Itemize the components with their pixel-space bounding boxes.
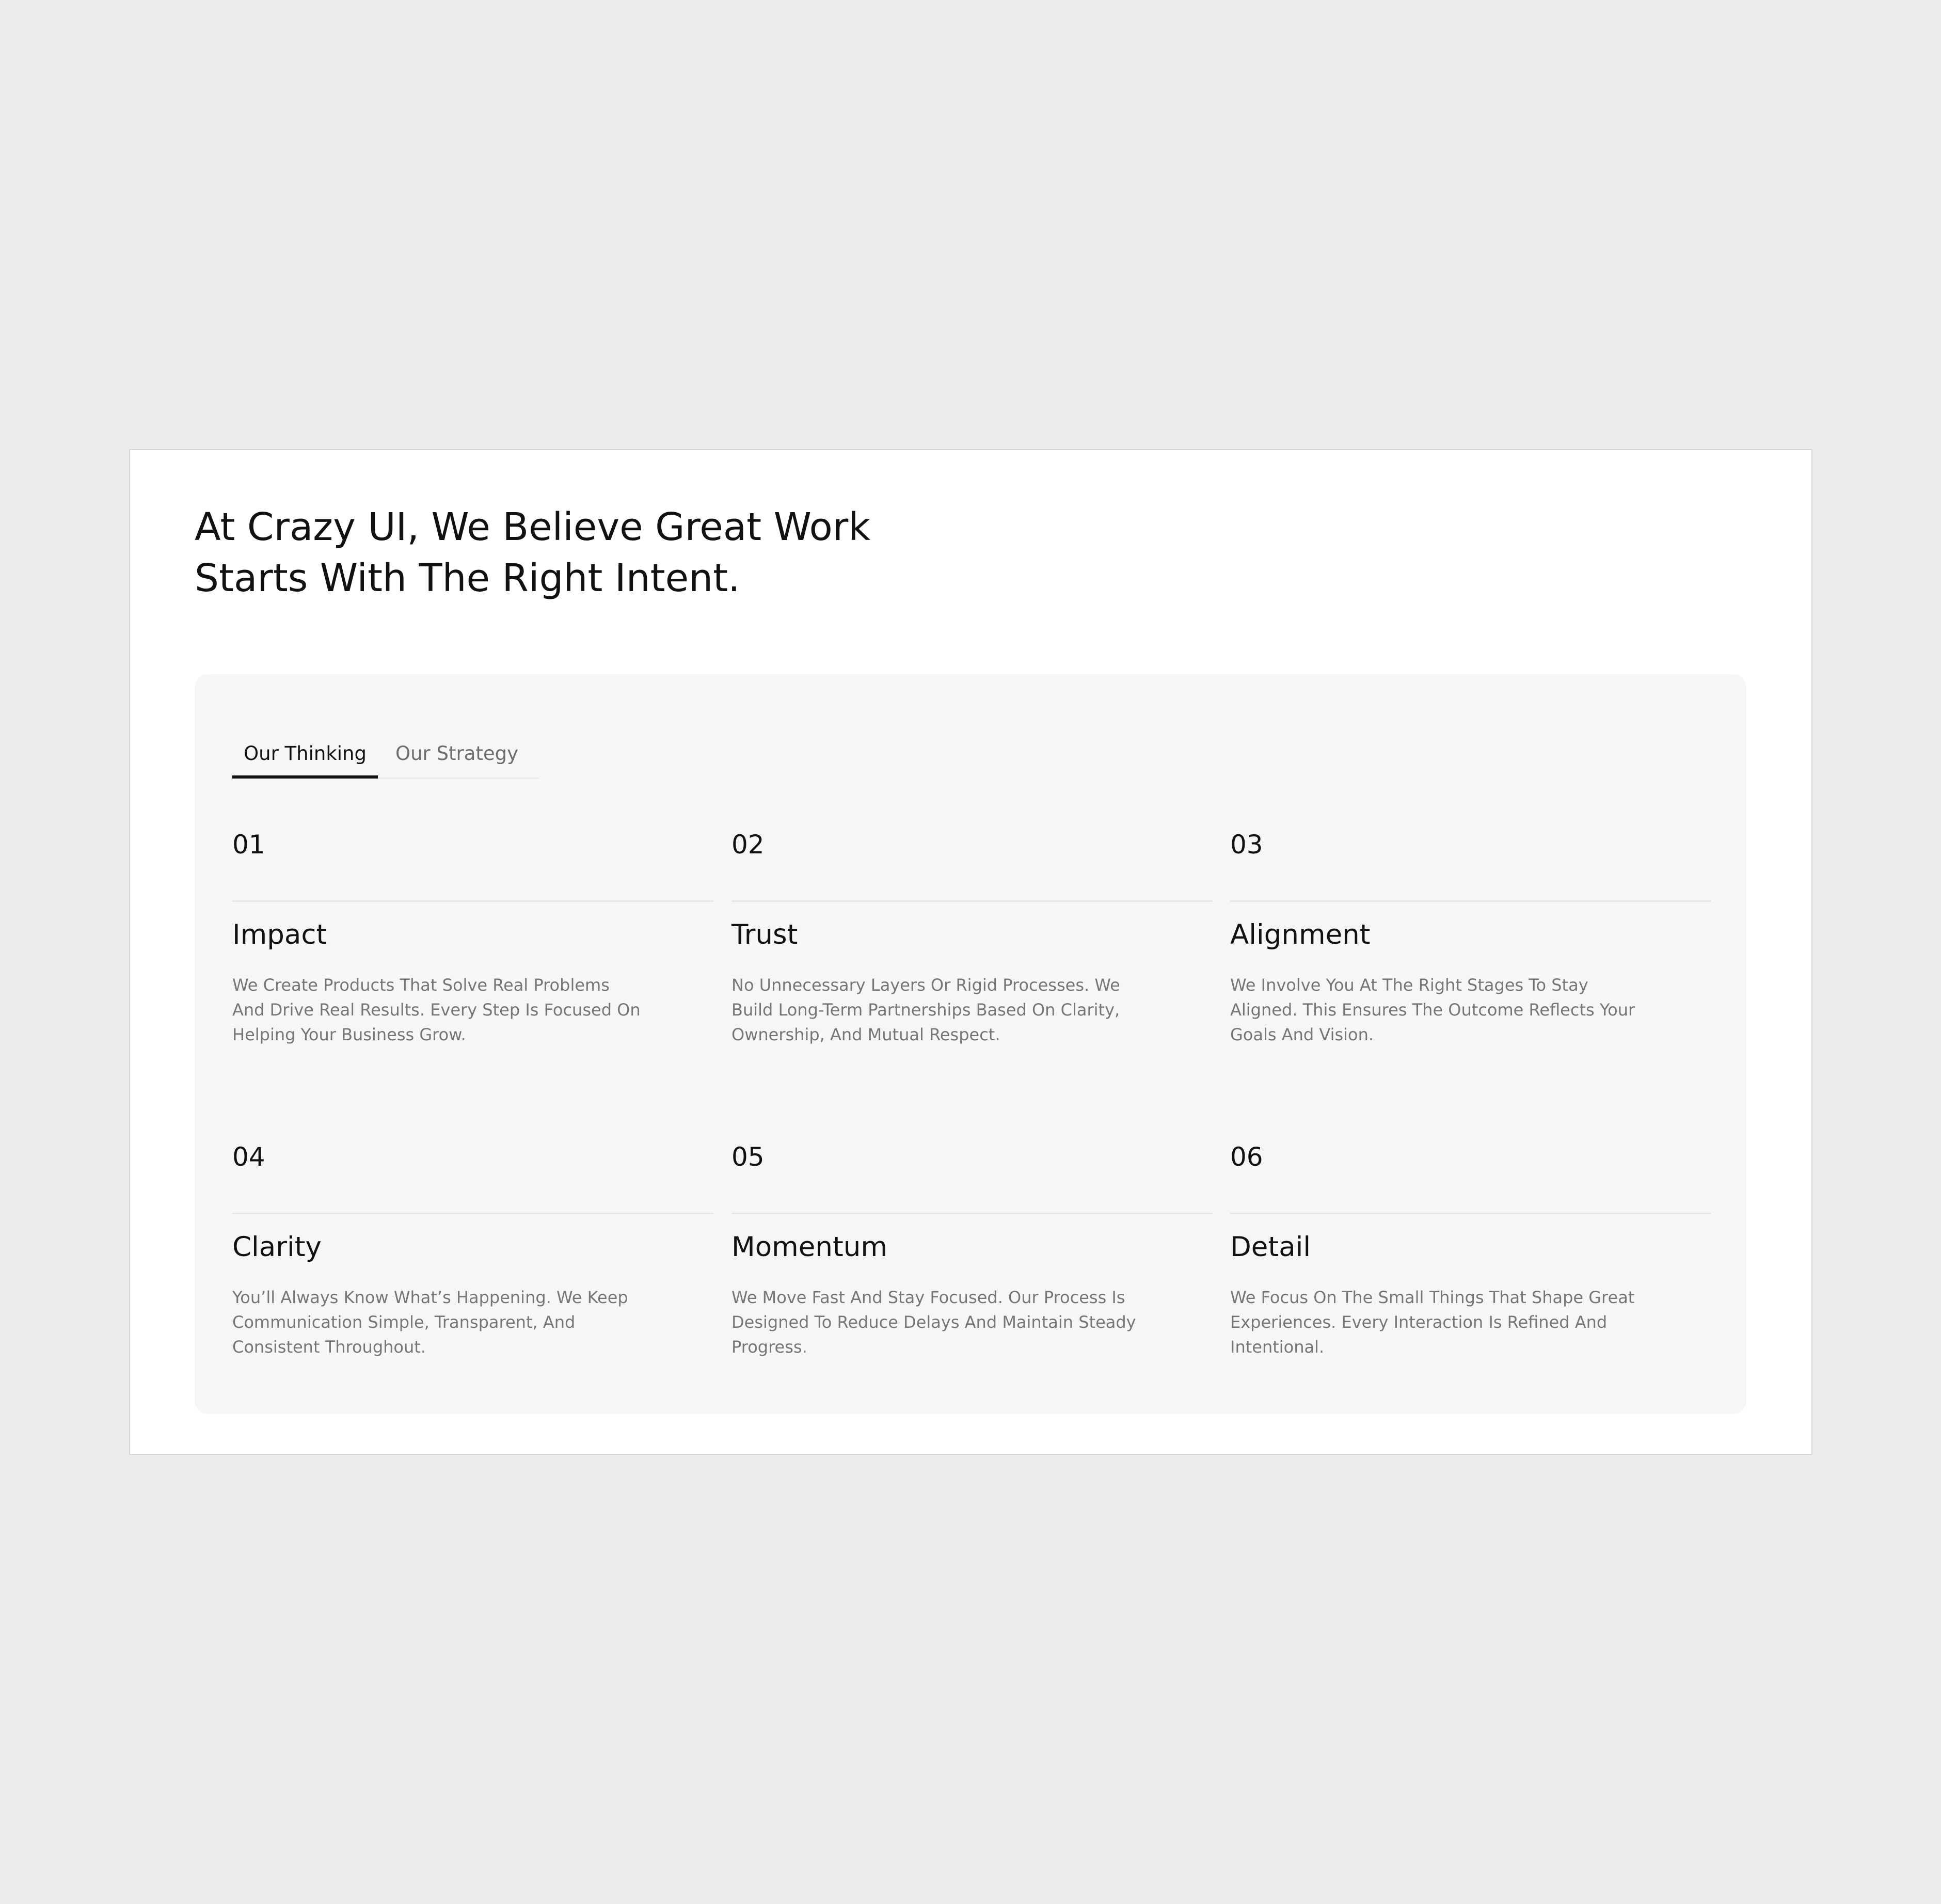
item-divider [731,900,1213,902]
item-number: 06 [1230,1142,1263,1172]
item-description: We Move Fast And Stay Focused. Our Process Is Designed To Reduce Delays And Maintain Steady Progress. [731,1288,1136,1357]
item-description: You’ll Always Know What’s Happening. We Keep Communication Simple, Transparent, And Consistent Throughout. [232,1288,628,1357]
item-number: 01 [232,830,265,860]
item-divider [1230,900,1711,902]
item-number: 05 [731,1142,765,1172]
tab-bar [232,729,539,779]
item-divider [232,1213,713,1214]
item-number: 04 [232,1142,265,1172]
item-title: Detail [1230,1231,1311,1263]
values-panel [195,674,1746,1414]
item-divider [731,1213,1213,1214]
item-description: We Involve You At The Right Stages To Stay Aligned. This Ensures The Outcome Reflects Your Goals And Vision. [1230,975,1635,1044]
item-description: We Focus On The Small Things That Shape Great Experiences. Every Interaction Is Refined And Intentional. [1230,1288,1635,1357]
item-divider [1230,1213,1711,1214]
item-title: Alignment [1230,919,1371,950]
item-number: 02 [731,830,765,860]
tab-our-thinking[interactable]: Our Thinking [232,729,378,779]
item-divider [232,900,713,902]
page-title-line-1: At Crazy UI, We Believe Great Work [195,505,871,549]
item-description: No Unnecessary Layers Or Rigid Processes. We Build Long-Term Partnerships Based On Clarity, Ownership, And Mutual Respect. [731,975,1120,1044]
item-title: Clarity [232,1231,322,1263]
item-number: 03 [1230,830,1263,860]
item-description: We Create Products That Solve Real Problems And Drive Real Results. Every Step Is Focused On Helping Your Business Grow. [232,975,641,1044]
item-title: Momentum [731,1231,887,1263]
tab-our-strategy[interactable]: Our Strategy [395,742,519,765]
page-title-line-2: Starts With The Right Intent. [195,556,740,600]
item-title: Impact [232,919,327,950]
content-card [129,449,1812,1455]
item-title: Trust [731,919,798,950]
page-title [195,502,969,604]
